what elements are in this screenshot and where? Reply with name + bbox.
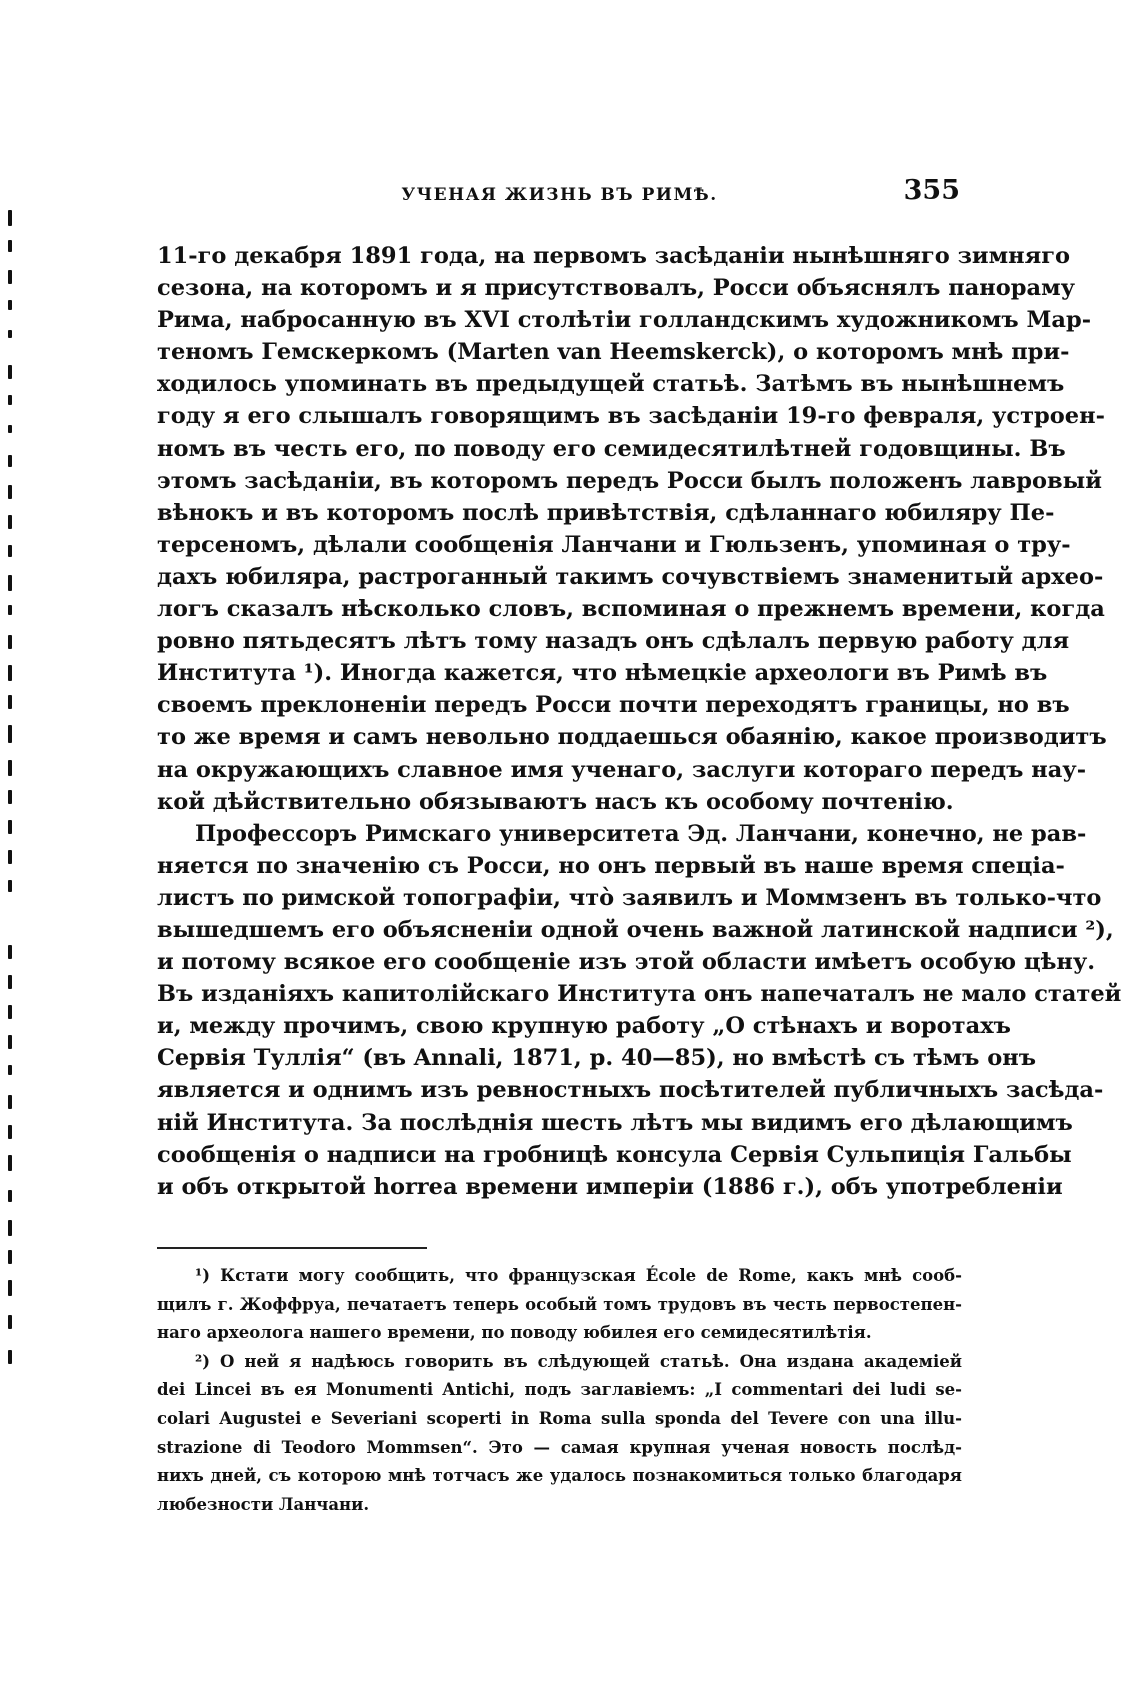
text-line: дахъ юбиляра, растроганный такимъ сочувствіемъ знаменитый архео-: [157, 563, 1104, 590]
footnote-line: любезности Ланчани.: [157, 1494, 370, 1514]
text-line: то же время и самъ невольно поддаешься обаянію, какое производитъ: [157, 724, 1107, 751]
text-line: и, между прочимъ, свою крупную работу „О стѣнахъ и воротахъ: [157, 1013, 1011, 1040]
text-line: на окружающихъ славное имя ученаго, заслуги котораго передъ нау-: [157, 756, 1087, 783]
footnotes: [157, 1262, 962, 1519]
text-line: вѣнокъ и въ которомъ послѣ привѣтствія, сдѣланнаго юбиляру Пе-: [157, 499, 1055, 526]
footnote-line: ¹) Кстати могу сообщить, что французская École de Rome, какъ мнѣ сооб-: [195, 1266, 962, 1285]
text-line: 11-го декабря 1891 года, на первомъ засѣданіи нынѣшняго зимняго: [157, 243, 1071, 269]
text-line: ходилось упоминать въ предыдущей статьѣ. Затѣмъ въ нынѣшнемъ: [157, 371, 1065, 398]
page-number: 355: [903, 175, 960, 206]
text-line: кой дѣйствительно обязываютъ насъ къ особому почтенію.: [157, 788, 954, 815]
footnote-divider: [157, 1247, 427, 1249]
text-line: няется по значенію съ Росси, но онъ первый въ наше время спеціа-: [157, 852, 1065, 879]
text-line: является и однимъ изъ ревностныхъ посѣтителей публичныхъ засѣда-: [157, 1077, 1104, 1104]
footnote-line: нихъ дней, съ которою мнѣ тотчасъ же удалось познакомиться только благодаря: [157, 1466, 962, 1486]
footnote-line: наго археолога нашего времени, по поводу юбилея его семидесятилѣтія.: [157, 1323, 872, 1343]
main-text: [157, 240, 1122, 1203]
footnote-line: dei Lincei въ ея Monumenti Antichi, подъ заглавіемъ: „I commentari dei ludi se-: [157, 1380, 962, 1400]
text-line: Сервія Туллія“ (въ Annali, 1871, p. 40—85), но вмѣстѣ съ тѣмъ онъ: [157, 1045, 1036, 1072]
footnote-line: щилъ г. Жоффруа, печатаетъ теперь особый томъ трудовъ въ честь первостепен-: [157, 1294, 962, 1314]
footnote-line: colari Augustei e Severiani scoperti in Roma sulla sponda del Tevere con una illu-: [157, 1408, 962, 1428]
footnote-line: strazione di Teodoro Mommsen“. Это — самая крупная ученая новость послѣд-: [157, 1437, 962, 1457]
page-header: [157, 175, 962, 215]
text-line: логъ сказалъ нѣсколько словъ, вспоминая о прежнемъ времени, когда: [157, 596, 1105, 623]
text-line: своемъ преклоненіи передъ Росси почти переходятъ границы, но въ: [157, 692, 1070, 719]
text-line: вышедшемъ его объясненіи одной очень важной латинской надписи ²),: [157, 916, 1114, 943]
text-line: и объ открытой horrea времени имперіи (1886 г.), объ употребленіи: [157, 1173, 1063, 1200]
left-margin-scan-marks: [0, 0, 20, 1685]
text-line: Рима, набросанную въ XVI столѣтіи голландскимъ художникомъ Мар-: [157, 307, 1092, 334]
text-line: сезона, на которомъ и я присутствовалъ, Росси объяснялъ панораму: [157, 275, 1076, 302]
text-line: ній Института. За послѣднія шесть лѣтъ мы видимъ его дѣлающимъ: [157, 1109, 1073, 1136]
text-line: терсеномъ, дѣлали сообщенія Ланчани и Гюльзенъ, упоминая о тру-: [157, 531, 1071, 558]
text-line: Профессоръ Римскаго университета Эд. Ланчани, конечно, не рав-: [195, 820, 1087, 847]
text-line: ровно пятьдесятъ лѣтъ тому назадъ онъ сдѣлалъ первую работу для: [157, 628, 1070, 655]
text-line: Института ¹). Иногда кажется, что нѣмецкіе археологи въ Римѣ въ: [157, 660, 1048, 687]
text-line: Въ изданіяхъ капитолійскаго Института онъ напечаталъ не мало статей: [157, 981, 1122, 1008]
footnote-line: ²) О ней я надѣюсь говорить въ слѣдующей статьѣ. Она издана академіей: [195, 1351, 962, 1371]
text-line: листъ по римской топографіи, что̀ заявилъ и Моммзенъ въ только-что: [157, 884, 1102, 911]
text-line: и потому всякое его сообщеніе изъ этой области имѣетъ особую цѣну.: [157, 949, 1096, 976]
running-title: УЧЕНАЯ ЖИЗНЬ ВЪ РИМѢ.: [401, 185, 718, 205]
text-line: номъ въ честь его, по поводу его семидесятилѣтней годовщины. Въ: [157, 435, 1066, 462]
text-line: сообщенія о надписи на гробницѣ консула Сервія Сульпиція Гальбы: [157, 1141, 1072, 1168]
text-line: теномъ Гемскеркомъ (Marten van Heemskerck), о которомъ мнѣ при-: [157, 339, 1070, 366]
text-line: году я его слышалъ говорящимъ въ засѣданіи 19-го февраля, устроен-: [157, 403, 1105, 430]
text-line: этомъ засѣданіи, въ которомъ передъ Росси былъ положенъ лавровый: [157, 467, 1102, 494]
